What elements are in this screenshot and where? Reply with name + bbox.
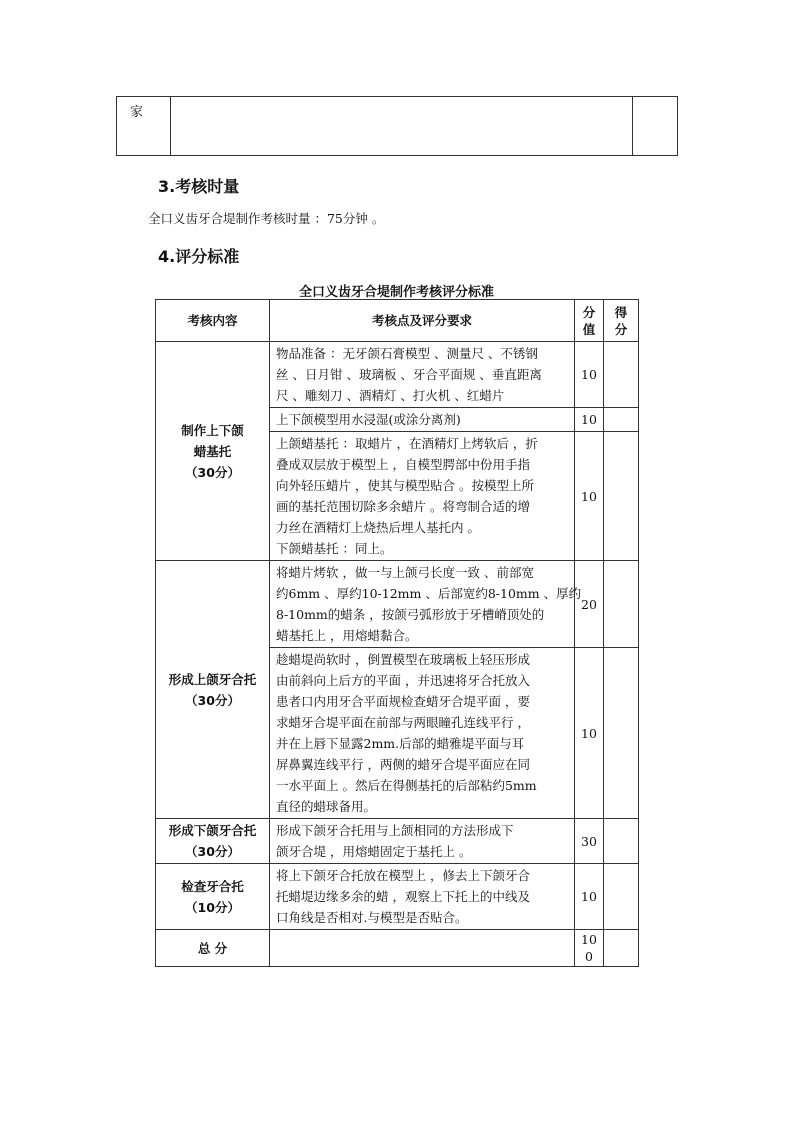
table-row [156, 864, 639, 930]
requirement-line: 将上下颌牙合托放在模型上 ，修去上下颌牙合 [276, 868, 530, 883]
score-obtained [604, 864, 639, 930]
requirement-cell [270, 342, 575, 408]
header-got [604, 300, 639, 342]
total-row [156, 930, 639, 967]
fragment-label: 家 [130, 105, 144, 120]
requirement-line: 托蜡堤边缘多余的蜡 ，观察上下托上的中线及 [276, 889, 530, 904]
score-value: 20 [575, 561, 604, 648]
total-requirement-cell [270, 930, 575, 967]
category-upper-bite-block [156, 561, 270, 819]
section-3-heading: 3.考核时量 [158, 177, 240, 196]
category-line: （30分） [185, 464, 240, 480]
header-content: 考核内容 [156, 300, 270, 342]
section-4-heading: 4.评分标准 [158, 247, 240, 266]
category-wax-base [156, 342, 270, 561]
table-row [156, 819, 639, 864]
requirement-cell [270, 819, 575, 864]
requirement-line: 向外轻压蜡片 ，使其与模型贴合 。按模型上所 [276, 478, 534, 493]
requirement-line: 上颌蜡基托 ：取蜡片 ，在酒精灯上烤软后 ，折 [276, 436, 538, 451]
requirement-line: 尺 、雕刻刀 、酒精灯 、打火机 、红蜡片 [276, 388, 505, 403]
requirement-line: 约6mm 、厚约10-12mm 、后部宽约8-10mm 、厚约 [276, 586, 582, 601]
category-line: 蜡基托 [193, 443, 232, 459]
header-score-l2: 值 [582, 321, 596, 337]
category-line: （30分） [185, 844, 240, 859]
requirement-line: 形成下颌牙合托用与上颌相同的方法形成下 [276, 823, 514, 838]
requirement-line: 求蜡牙合堤平面在前部与两眼瞳孔连线平行 ， [276, 715, 530, 730]
category-line: 形成下颌牙合托 [168, 823, 257, 838]
requirement-line: 丝 、日月钳 、玻璃板 、牙合平面规 、垂直距离 [276, 367, 542, 382]
requirement-line: 叠成双层放于模型上 ，自模型腭部中份用手指 [276, 457, 530, 472]
score-obtained [604, 648, 639, 819]
requirement-line: 蜡基托上 ，用熔蜡黏合。 [276, 628, 418, 643]
header-row [156, 300, 639, 342]
header-got-l1: 得 [614, 304, 628, 320]
requirement-line: 屏鼻翼连线平行 ，两侧的蜡牙合堤平面应在同 [276, 757, 530, 772]
score-value: 10 [575, 864, 604, 930]
header-points: 考核点及评分要求 [270, 300, 575, 342]
requirement-line: 下颌蜡基托 ：同上。 [276, 541, 393, 556]
requirement-line: 并在上唇下显露2mm.后部的蜡雅堤平面与耳 [276, 736, 525, 751]
category-lower-bite-block [156, 819, 270, 864]
section-3-text: 全口义齿牙合堤制作考核时量 ：75分钟 。 [148, 211, 385, 226]
score-value: 10 [575, 432, 604, 561]
requirement-cell [270, 648, 575, 819]
requirement-line: 由前斜向上后方的平面 ，并迅速将牙合托放入 [276, 673, 530, 688]
requirement-line: 物品准备 ：无牙颌石膏模型 、测量尺 、不锈钢 [276, 346, 538, 361]
header-got-l2: 分 [614, 321, 628, 337]
category-line: （10分） [185, 899, 240, 915]
requirement-line: 趁蜡堤尚软时 ，倒置模型在玻璃板上轻压形成 [276, 652, 530, 667]
category-line: （30分） [185, 692, 240, 708]
fragment-content-cell [171, 97, 633, 156]
header-score [575, 300, 604, 342]
score-value: 10 [575, 342, 604, 408]
requirement-line: 力丝在酒精灯上烧热后埋人基托内 。 [276, 520, 480, 535]
requirement-cell [270, 864, 575, 930]
score-value: 10 [575, 408, 604, 432]
total-score [575, 930, 604, 967]
requirement-cell [270, 432, 575, 561]
table-title: 全口义齿牙合堤制作考核评分标准 [298, 285, 494, 300]
header-score-l1: 分 [582, 304, 596, 320]
previous-table-fragment [116, 96, 678, 156]
requirement-cell [270, 408, 575, 432]
total-score-l1: 10 [581, 932, 597, 947]
score-obtained [604, 342, 639, 408]
score-obtained [604, 561, 639, 648]
requirement-line: 颌牙合堤 ，用熔蜡固定于基托上 。 [276, 844, 472, 859]
fragment-label-cell [117, 97, 171, 156]
table-row [156, 561, 639, 648]
requirement-line: 将蜡片烤软 ，做一与上颌弓长度一致 、前部宽 [276, 565, 534, 580]
category-line: 检查牙合托 [181, 878, 244, 894]
category-line: 制作上下颌 [181, 422, 244, 438]
fragment-score-cell [633, 97, 678, 156]
requirement-line: 口角线是否相对.与模型是否贴合。 [276, 910, 468, 925]
requirement-line: 8-10mm的蜡条 ，按颌弓弧形放于牙槽嵴顶处的 [276, 607, 545, 622]
scoring-table [155, 299, 639, 967]
score-value: 30 [575, 819, 604, 864]
score-obtained [604, 819, 639, 864]
category-line: 形成上颌牙合托 [168, 671, 257, 687]
total-score-l2: 0 [585, 949, 593, 964]
category-check-bite-block [156, 864, 270, 930]
table-row [156, 342, 639, 408]
total-obtained [604, 930, 639, 967]
requirement-line: 一水平面上 。然后在得侧基托的后部粘约5mm [276, 778, 537, 793]
requirement-line: 上下颌模型用水浸湿(或涂分离剂) [276, 412, 461, 427]
score-obtained [604, 408, 639, 432]
requirement-line: 画的基托范围切除多余蜡片 。将弯制合适的增 [276, 499, 530, 514]
requirement-cell [270, 561, 582, 648]
score-value: 10 [575, 648, 604, 819]
score-obtained [604, 432, 639, 561]
total-label: 总 分 [156, 930, 270, 967]
requirement-line: 患者口内用牙合平面规检查蜡牙合堤平面 ，要 [276, 694, 530, 709]
requirement-line: 直径的蜡球备用。 [276, 799, 377, 814]
